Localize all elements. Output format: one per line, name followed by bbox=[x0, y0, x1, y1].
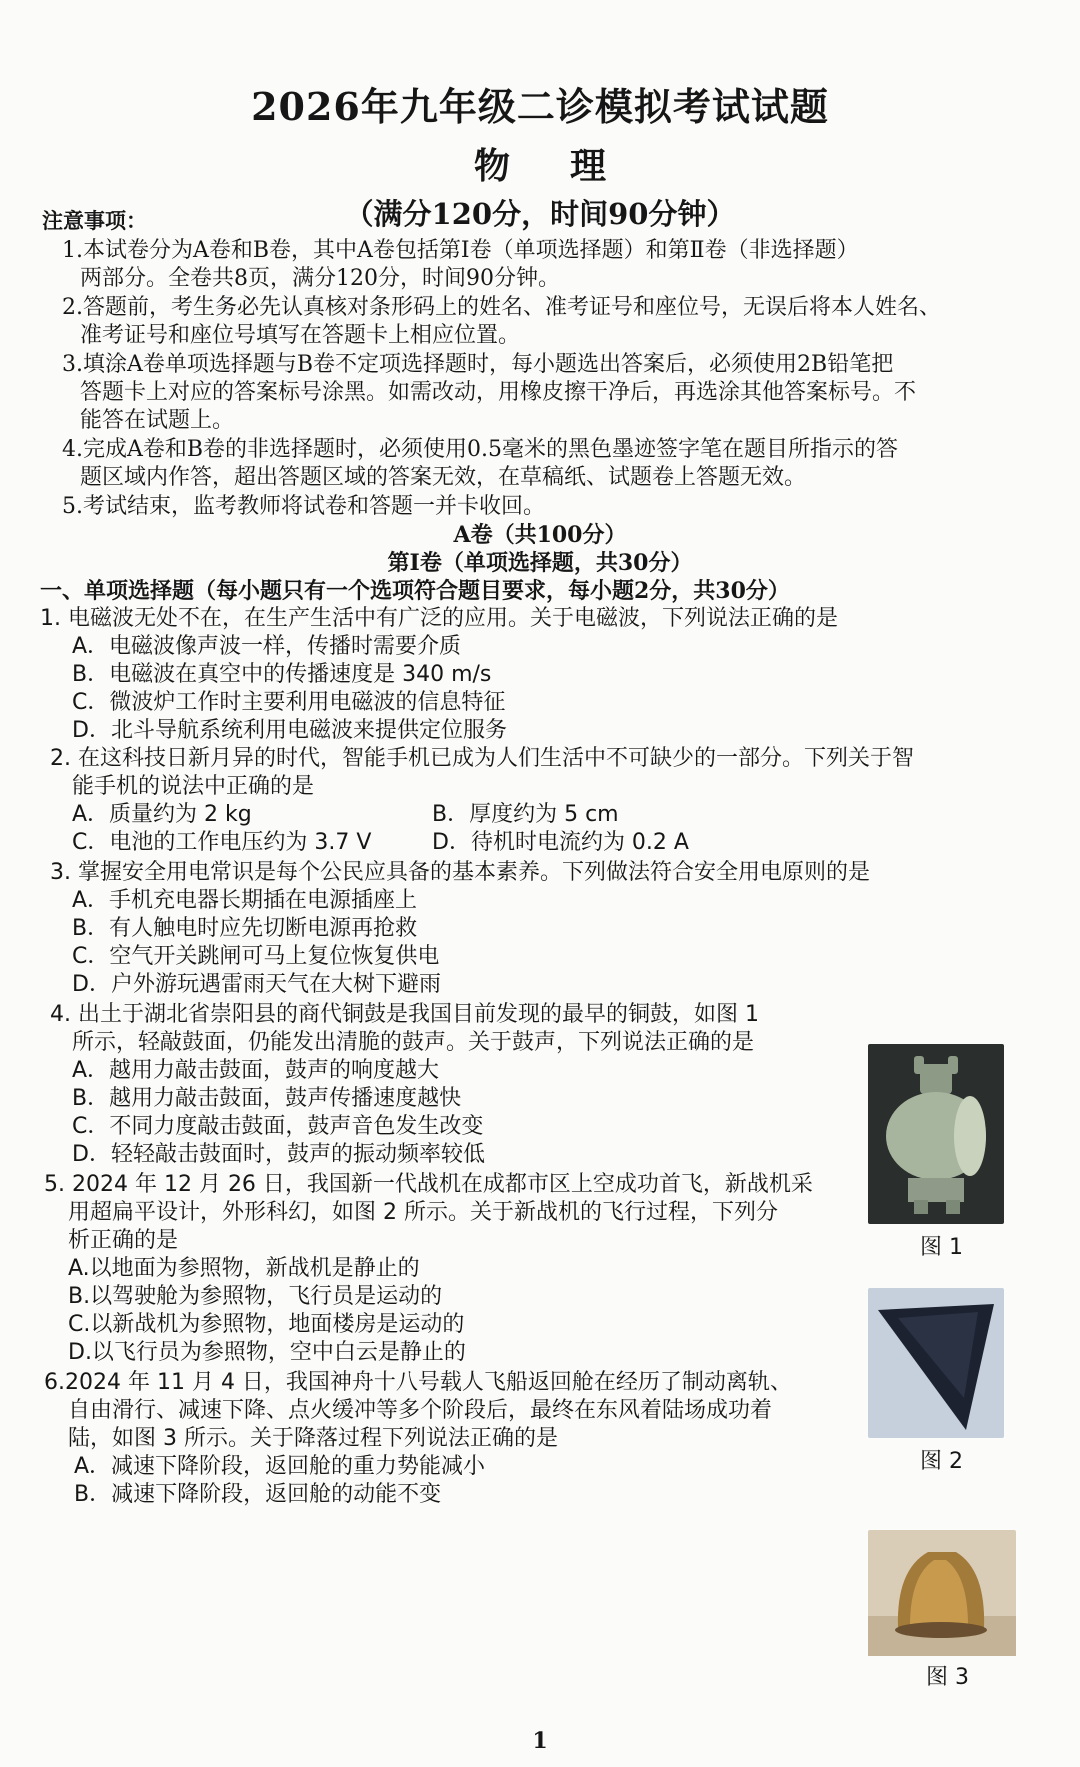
notice-line: 1.本试卷分为A卷和B卷，其中A卷包括第Ⅰ卷（单项选择题）和第Ⅱ卷（非选择题） bbox=[62, 238, 859, 263]
question-6-stem: 6.2024 年 11 月 4 日，我国神舟十八号载人飞船返回舱在经历了制动离轨、 bbox=[44, 1370, 792, 1395]
question-3-option: D．户外游玩遇雷雨天气在大树下避雨 bbox=[72, 972, 441, 997]
notice-heading: 注意事项： bbox=[42, 208, 147, 233]
question-2-option: B．厚度约为 5 cm bbox=[432, 802, 619, 827]
section-a-heading: A卷（共100分） bbox=[453, 522, 627, 548]
notice-line: 能答在试题上。 bbox=[80, 408, 235, 433]
question-5-option: A.以地面为参照物，新战机是静止的 bbox=[68, 1256, 420, 1281]
question-1-stem: 1. 电磁波无处不在，在生产生活中有广泛的应用。关于电磁波，下列说法正确的是 bbox=[40, 606, 838, 631]
question-3-stem: 3. 掌握安全用电常识是每个公民应具备的基本素养。下列做法符合安全用电原则的是 bbox=[50, 860, 870, 885]
question-4-stem: 4. 出土于湖北省崇阳县的商代铜鼓是我国目前发现的最早的铜鼓，如图 1 bbox=[50, 1002, 759, 1027]
question-5-option: C.以新战机为参照物，地面楼房是运动的 bbox=[68, 1312, 465, 1337]
question-6-option: B．减速下降阶段，返回舱的动能不变 bbox=[74, 1482, 442, 1507]
question-1-option: D．北斗导航系统利用电磁波来提供定位服务 bbox=[72, 718, 507, 743]
notice-line: 答题卡上对应的答案标号涂黑。如需改动，用橡皮擦干净后，再选涂其他答案标号。不 bbox=[80, 380, 917, 405]
question-5-option: D.以飞行员为参照物，空中白云是静止的 bbox=[68, 1340, 466, 1365]
notice-line: 5.考试结束，监考教师将试卷和答题一并卡收回。 bbox=[62, 494, 545, 519]
notice-line: 准考证号和座位号填写在答题卡上相应位置。 bbox=[80, 323, 521, 348]
question-2-option: D．待机时电流约为 0.2 A bbox=[432, 830, 689, 855]
return-capsule-image bbox=[868, 1530, 1016, 1656]
notice-line: 题区域内作答，超出答题区域的答案无效，在草稿纸、试题卷上答题无效。 bbox=[80, 465, 807, 490]
question-6-stem-cont: 自由滑行、减速下降、点火缓冲等多个阶段后，最终在东风着陆场成功着 bbox=[68, 1398, 773, 1423]
question-4-option: D．轻轻敲击鼓面时，鼓声的振动频率较低 bbox=[72, 1142, 485, 1167]
question-5-stem-cont: 用超扁平设计，外形科幻，如图 2 所示。关于新战机的飞行过程，下列分 bbox=[68, 1200, 778, 1225]
question-type-heading: 一、单项选择题（每小题只有一个选项符合题目要求，每小题2分，共30分） bbox=[40, 578, 790, 604]
question-2-option: C．电池的工作电压约为 3.7 V bbox=[72, 830, 372, 855]
question-4-option: A．越用力敲击鼓面，鼓声的响度越大 bbox=[72, 1058, 440, 1083]
notice-line: 3.填涂A卷单项选择题与B卷不定项选择题时，每小题选出答案后，必须使用2B铅笔把 bbox=[62, 352, 894, 377]
notice-line: 2.答题前，考生务必先认真核对条形码上的姓名、准考证号和座位号，无误后将本人姓名、 bbox=[62, 295, 941, 320]
subject-title: 物理 bbox=[473, 145, 666, 187]
question-4-option: B．越用力敲击鼓面，鼓声传播速度越快 bbox=[72, 1086, 462, 1111]
fighter-jet-image bbox=[868, 1288, 1004, 1438]
notice-line: 4.完成A卷和B卷的非选择题时，必须使用0.5毫米的黑色墨迹签字笔在题目所指示的答 bbox=[62, 437, 899, 462]
part1-heading: 第Ⅰ卷（单项选择题，共30分） bbox=[387, 550, 693, 576]
question-2-stem: 2. 在这科技日新月异的时代，智能手机已成为人们生活中不可缺少的一部分。下列关于智 bbox=[50, 746, 914, 771]
question-1-option: C．微波炉工作时主要利用电磁波的信息特征 bbox=[72, 690, 506, 715]
notice-line: 两部分。全卷共8页，满分120分，时间90分钟。 bbox=[80, 266, 560, 291]
exam-title: 2026年九年级二诊模拟考试试题 bbox=[251, 84, 829, 129]
question-4-option: C．不同力度敲击鼓面，鼓声音色发生改变 bbox=[72, 1114, 484, 1139]
question-2-option: A．质量约为 2 kg bbox=[72, 802, 252, 827]
question-3-option: B．有人触电时应先切断电源再抢救 bbox=[72, 916, 418, 941]
bronze-drum-image bbox=[868, 1044, 1004, 1224]
figure-2-caption: 图 2 bbox=[920, 1449, 963, 1474]
score-time: （满分120分，时间90分钟） bbox=[344, 197, 736, 231]
question-3-option: C．空气开关跳闸可马上复位恢复供电 bbox=[72, 944, 440, 969]
question-2-stem-cont: 能手机的说法中正确的是 bbox=[72, 774, 315, 799]
question-6-stem-cont: 陆，如图 3 所示。关于降落过程下列说法正确的是 bbox=[68, 1426, 558, 1451]
question-5-stem-cont: 析正确的是 bbox=[68, 1228, 179, 1253]
page-number: 1 bbox=[532, 1728, 548, 1754]
question-6-option: A．减速下降阶段，返回舱的重力势能减小 bbox=[74, 1454, 486, 1479]
question-5-stem: 5. 2024 年 12 月 26 日，我国新一代战机在成都市区上空成功首飞，新战机采 bbox=[44, 1172, 813, 1197]
question-1-option: A．电磁波像声波一样，传播时需要介质 bbox=[72, 634, 462, 659]
question-5-option: B.以驾驶舱为参照物，飞行员是运动的 bbox=[68, 1284, 443, 1309]
figure-3-caption: 图 3 bbox=[926, 1665, 969, 1690]
question-1-option: B．电磁波在真空中的传播速度是 340 m/s bbox=[72, 662, 492, 687]
figure-1-caption: 图 1 bbox=[920, 1235, 963, 1260]
question-3-option: A．手机充电器长期插在电源插座上 bbox=[72, 888, 418, 913]
question-4-stem-cont: 所示，轻敲鼓面，仍能发出清脆的鼓声。关于鼓声，下列说法正确的是 bbox=[72, 1030, 755, 1055]
